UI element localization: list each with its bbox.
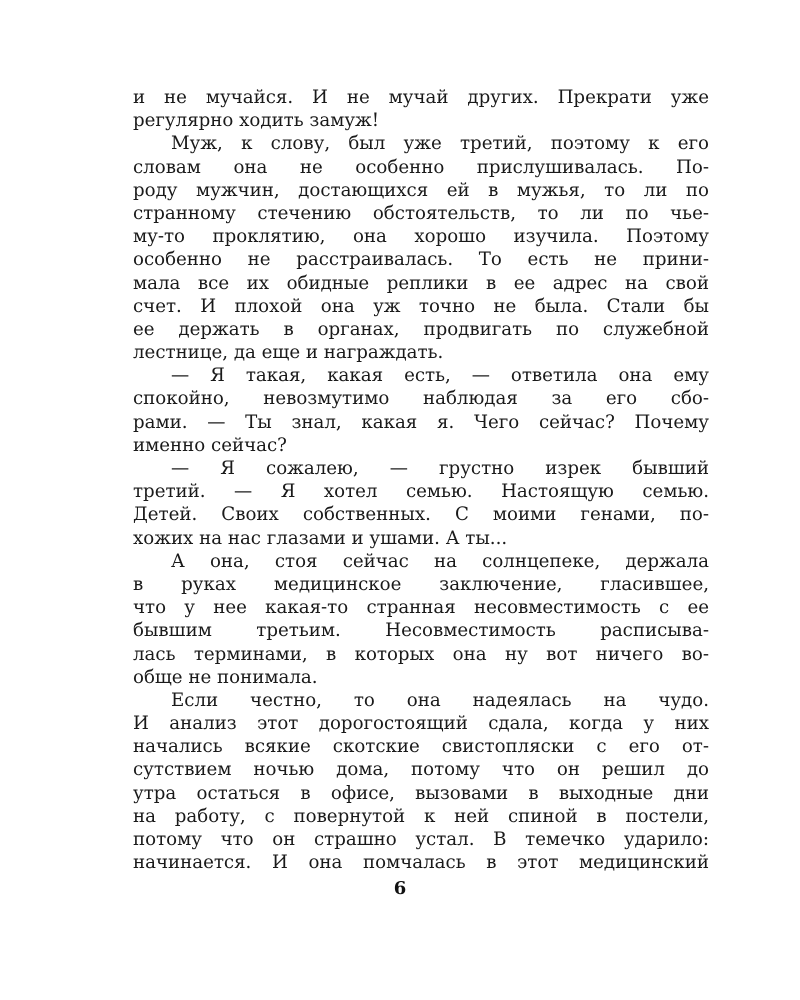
text-line: счет. И плохой она уж точно не была. Стали бы	[133, 295, 709, 317]
text-line: мала все их обидные реплики в ее адрес на свой	[133, 272, 709, 294]
text-line: что у нее какая-то странная несовместимость с ее	[133, 597, 709, 619]
text-line: регулярно ходить замуж!	[133, 110, 380, 132]
text-line: обще не понимала.	[133, 666, 318, 688]
text-line: спокойно, невозмутимо наблюдая за его сбо-	[133, 388, 709, 410]
text-line: Если честно, то она надеялась на чудо.	[171, 689, 709, 711]
text-line: в руках медицинское заключение, гласившее,	[133, 573, 709, 595]
text-line: начались всякие скотские свистопляски с его от-	[133, 736, 709, 758]
text-line: му-то проклятию, она хорошо изучила. Поэтому	[133, 226, 709, 248]
text-line: начинается. И она помчалась в этот медицинский	[133, 852, 709, 874]
text-line: А она, стоя сейчас на солнцепеке, держала	[171, 550, 709, 572]
text-line: лестнице, да еще и награждать.	[133, 342, 444, 364]
text-line: — Я сожалею, — грустно изрек бывший	[171, 458, 709, 479]
text-line: ее держать в органах, продвигать по служебной	[133, 318, 709, 340]
text-line: лась терминами, в которых она ну вот ничего во-	[133, 643, 709, 665]
text-line: Детей. Своих собственных. С моими генами, по-	[133, 504, 709, 526]
text-line: третий. — Я хотел семью. Настоящую семью.	[133, 481, 709, 503]
text-line: хожих на нас глазами и ушами. А ты...	[133, 527, 508, 549]
text-line: словам она не особенно прислушивалась. По-	[133, 156, 709, 178]
text-line: и не мучайся. И не мучай других. Прекрати уже	[133, 87, 709, 108]
body-text	[133, 86, 709, 874]
text-line: сутствием ночью дома, потому что он решил до	[133, 759, 709, 781]
text-line: именно сейчас?	[133, 434, 287, 456]
text-line: — Я такая, какая есть, — ответила она ему	[171, 365, 709, 387]
text-line: рами. — Ты знал, какая я. Чего сейчас? Почему	[133, 411, 709, 433]
page-number: 6	[393, 878, 407, 899]
text-line: И анализ этот дорогостоящий сдала, когда у них	[133, 713, 709, 735]
text-line: утра остаться в офисе, вызовами в выходные дни	[133, 782, 709, 804]
text-line: Муж, к слову, был уже третий, поэтому к его	[171, 133, 709, 155]
text-line: странному стечению обстоятельств, то ли по чье-	[133, 202, 709, 224]
text-line: особенно не расстраивалась. То есть не прини-	[133, 249, 709, 271]
text-line: роду мужчин, достающихся ей в мужья, то ли по	[133, 179, 709, 201]
text-line: на работу, с повернутой к ней спиной в постели,	[133, 805, 709, 827]
text-line: потому что он страшно устал. В темечко ударило:	[133, 829, 709, 850]
text-line: бывшим третьим. Несовместимость расписыва-	[133, 620, 709, 642]
